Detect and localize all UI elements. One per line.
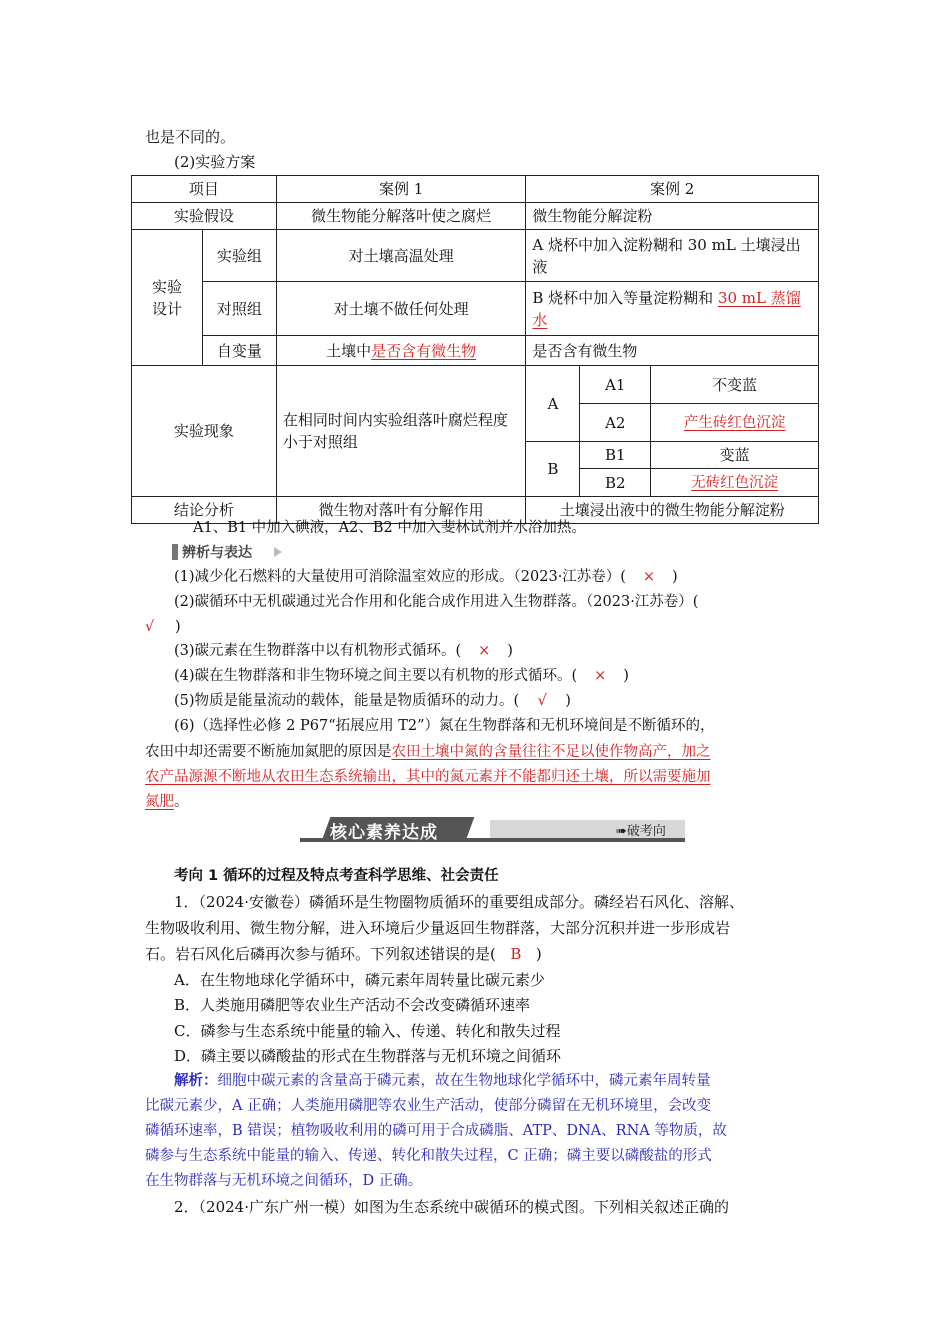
- control-answer: 30 mL 蒸馏水: [532, 288, 801, 329]
- judge-item-2-answer: √ ): [145, 619, 181, 635]
- group-b: B: [526, 442, 580, 497]
- analysis-line1: 解析：细胞中碳元素的含量高于磷元素，故在生物地球化学循环中，磷元素年周转量: [174, 1072, 711, 1089]
- a2-result: 产生砖红色沉淀: [651, 404, 819, 442]
- phenomenon-label: 实验现象: [132, 366, 277, 497]
- b1-label: B1: [580, 442, 651, 469]
- judge-item-6-answer-3: 氮肥: [145, 794, 174, 810]
- conclusion-label: 结论分析: [132, 497, 277, 524]
- section-title: (2)实验方案: [174, 153, 256, 171]
- experimental-group-label: 实验组: [202, 230, 276, 282]
- a2-label: A2: [580, 404, 651, 442]
- judge-item-6-line2: 农田中却还需要不断施加氮肥的原因是农田土壤中氮的含量往往不足以使作物高产，加之: [145, 744, 711, 760]
- judge-item-6-line1: (6)（选择性必修 2 P67“拓展应用 T2”）氮在生物群落和无机环境间是不断循环的，: [174, 718, 715, 734]
- a1-label: A1: [580, 366, 651, 404]
- arrow-icon: ➠: [616, 824, 627, 839]
- judge-item-2: (2)碳循环中无机碳通过光合作用和化能合成作用进入生物群落。（2023·江苏卷）(: [174, 594, 699, 610]
- b2-label: B2: [580, 469, 651, 497]
- analysis-line4: 磷参与生态系统中能量的输入、传递、转化和散失过程，C 正确；磷主要以磷酸盐的形式: [145, 1148, 712, 1164]
- conclusion-case1: 微生物对落叶有分解作用: [276, 497, 526, 524]
- option-a: A．在生物地球化学循环中，磷元素年周转量比碳元素少: [174, 971, 545, 989]
- question-1-line3: 石。岩石风化后磷再次参与循环。下列叙述错误的是( B ): [145, 945, 542, 963]
- experimental-group-case2: A 烧杯中加入淀粉糊和 30 mL 土壤浸出液: [526, 230, 819, 282]
- option-b: B．人类施用磷肥等农业生产活动不会改变磷循环速率: [174, 996, 531, 1014]
- hypothesis-case1: 微生物能分解落叶使之腐烂: [276, 203, 526, 230]
- judge-item-6-line3: [145, 767, 711, 787]
- analysis-line3: 磷循环速率，B 错误；植物吸收利用的磷可用于合成磷脂、ATP、DNA、RNA 等物质，故: [145, 1123, 727, 1139]
- b2-result: 无砖红色沉淀: [651, 469, 819, 497]
- question-1-line1: 1．（2024·安徽卷）磷循环是生物圈物质循环的重要组成部分。磷经岩石风化、溶解、: [174, 893, 744, 911]
- judge-item-6-answer-1: 农田土壤中氮的含量往往不足以使作物高产，加之: [391, 744, 711, 760]
- variable-answer: 是否含有微生物: [371, 341, 477, 360]
- control-group-case2: B 烧杯中加入等量淀粉糊和 30 mL 蒸馏水: [526, 282, 819, 336]
- option-d: D．磷主要以磷酸盐的形式在生物群落与无机环境之间循环: [174, 1047, 562, 1065]
- analysis-line5: 在生物群落与无机环境之间循环，D 正确。: [145, 1173, 423, 1189]
- judge-item-1: (1)减少化石燃料的大量使用可消除温室效应的形成。（2023·江苏卷）( × ): [174, 569, 678, 585]
- control-group-label: 对照组: [202, 282, 276, 336]
- experimental-group-case1: 对土壤高温处理: [276, 230, 526, 282]
- hypothesis-label: 实验假设: [132, 203, 277, 230]
- experiment-table: [131, 175, 819, 524]
- option-c: C．磷参与生态系统中能量的输入、传递、转化和散失过程: [174, 1022, 561, 1040]
- section-banner: [300, 816, 685, 842]
- banner-right: ➠破考向: [616, 824, 666, 839]
- table-note: A1、B1 中加入碘液，A2、B2 中加入斐林试剂并水浴加热。: [193, 520, 586, 536]
- direction-heading: 考向 1 循环的过程及特点考查科学思维、社会责任: [174, 868, 499, 884]
- banner-title: 核心素养达成: [330, 823, 438, 843]
- conclusion-case2: 土壤浸出液中的微生物能分解淀粉: [526, 497, 819, 524]
- analysis-line2: 比碳元素少，A 正确；人类施用磷肥等农业生产活动，使部分磷留在无机环境里，会改变: [145, 1098, 712, 1114]
- header-case2: 案例 2: [526, 176, 819, 203]
- question-1-line2: 生物吸收利用、微生物分解，进入环境后少量返回生物群落，大部分沉积并进一步形成岩: [145, 919, 731, 937]
- judge-item-4: (4)碳在生物群落和非生物环境之间主要以有机物的形式循环。( × ): [174, 668, 629, 684]
- control-group-case1: 对土壤不做任何处理: [276, 282, 526, 336]
- a1-result: 不变蓝: [651, 366, 819, 404]
- judge-item-5: (5)物质是能量流动的载体，能量是物质循环的动力。( √ ): [174, 693, 571, 709]
- judge-item-6-line4: 氮肥。: [145, 794, 189, 810]
- phenomenon-case1: 在相同时间内实验组落叶腐烂程度小于对照组: [276, 366, 526, 497]
- variable-case1: 土壤中是否含有微生物: [276, 336, 526, 366]
- question-2-line1: 2．（2024·广东广州一模）如图为生态系统中碳循环的模式图。下列相关叙述正确的: [174, 1198, 729, 1216]
- b1-result: 变蓝: [651, 442, 819, 469]
- variable-label: 自变量: [202, 336, 276, 366]
- hypothesis-case2: 微生物能分解淀粉: [526, 203, 819, 230]
- header-case1: 案例 1: [276, 176, 526, 203]
- design-label: 实验设计: [132, 230, 203, 366]
- question-1-answer: B: [510, 945, 522, 963]
- judge-item-6-answer-2: 农产品源源不断地从农田生态系统输出，其中的氮元素并不能都归还土壤，所以需要施加: [145, 769, 711, 785]
- group-a: A: [526, 366, 580, 442]
- variable-case2: 是否含有微生物: [526, 336, 819, 366]
- intro-line: 也是不同的。: [145, 128, 236, 146]
- header-item: 项目: [132, 176, 277, 203]
- judge-item-3: (3)碳元素在生物群落中以有机物形式循环。( × ): [174, 643, 513, 659]
- judge-tag: 辨析与表达: [172, 542, 288, 562]
